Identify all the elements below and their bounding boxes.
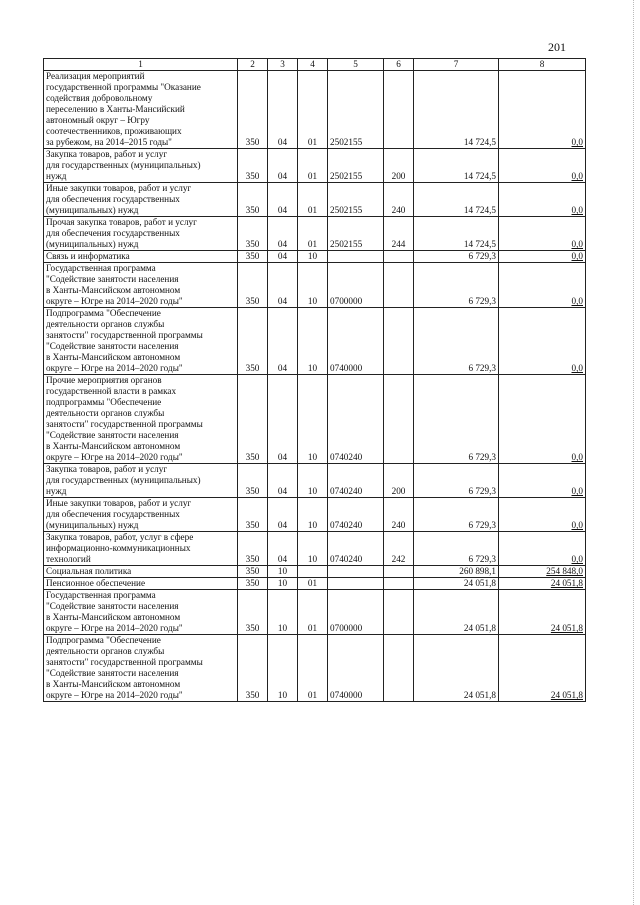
cell-expense-type: 240 — [384, 183, 414, 217]
cell-amount-1: 6 729,3 — [414, 308, 499, 375]
cell-expense-type: 200 — [384, 149, 414, 183]
cell-ministry-code: 350 — [238, 71, 268, 149]
cell-ministry-code: 350 — [238, 498, 268, 532]
cell-subsection: 10 — [298, 308, 328, 375]
header-row — [44, 59, 586, 71]
cell-amount-1: 24 051,8 — [414, 578, 499, 590]
row-name: Иные закупки товаров, работ и услуг для обеспечения государственных (муниципальных) нужд — [44, 498, 238, 532]
page-number: 201 — [548, 40, 566, 54]
cell-amount-1: 24 051,8 — [414, 635, 499, 702]
cell-amount-2: 0,0 — [499, 183, 586, 217]
scan-edge-marks — [629, 0, 634, 905]
cell-target-item: 0740000 — [328, 308, 384, 375]
cell-subsection: 10 — [298, 251, 328, 263]
cell-section: 04 — [268, 149, 298, 183]
header-cell: 4 — [298, 59, 328, 71]
row-name: Пенсионное обеспечение — [44, 578, 238, 590]
cell-amount-2: 0,0 — [499, 217, 586, 251]
row-name: Прочая закупка товаров, работ и услуг для обеспечения государственных (муниципальных) нужд — [44, 217, 238, 251]
cell-section: 04 — [268, 183, 298, 217]
header-cell: 8 — [499, 59, 586, 71]
header-cell: 3 — [268, 59, 298, 71]
header-cell: 5 — [328, 59, 384, 71]
cell-amount-1: 6 729,3 — [414, 498, 499, 532]
table-row — [44, 635, 586, 702]
cell-subsection: 01 — [298, 71, 328, 149]
row-name: Закупка товаров, работ, услуг в сфере информационно-коммуникационных технологий — [44, 532, 238, 566]
cell-section: 10 — [268, 590, 298, 635]
cell-expense-type — [384, 251, 414, 263]
cell-amount-2: 0,0 — [499, 263, 586, 308]
cell-ministry-code: 350 — [238, 464, 268, 498]
cell-amount-1: 260 898,1 — [414, 566, 499, 578]
cell-target-item: 0700000 — [328, 590, 384, 635]
table-body — [44, 71, 586, 702]
cell-subsection: 10 — [298, 498, 328, 532]
table-row — [44, 251, 586, 263]
row-name: Социальная политика — [44, 566, 238, 578]
cell-subsection: 01 — [298, 635, 328, 702]
cell-ministry-code: 350 — [238, 183, 268, 217]
cell-target-item: 2502155 — [328, 217, 384, 251]
table-row — [44, 532, 586, 566]
cell-subsection — [298, 566, 328, 578]
header-cell: 7 — [414, 59, 499, 71]
cell-ministry-code: 350 — [238, 566, 268, 578]
cell-subsection: 10 — [298, 263, 328, 308]
cell-amount-1: 14 724,5 — [414, 217, 499, 251]
cell-ministry-code: 350 — [238, 308, 268, 375]
row-name: Связь и информатика — [44, 251, 238, 263]
cell-section: 04 — [268, 308, 298, 375]
cell-subsection: 01 — [298, 149, 328, 183]
cell-amount-2: 0,0 — [499, 375, 586, 464]
cell-subsection: 01 — [298, 183, 328, 217]
cell-section: 04 — [268, 375, 298, 464]
cell-ministry-code: 350 — [238, 578, 268, 590]
cell-ministry-code: 350 — [238, 251, 268, 263]
cell-expense-type — [384, 375, 414, 464]
table-row — [44, 566, 586, 578]
cell-expense-type: 200 — [384, 464, 414, 498]
cell-expense-type — [384, 71, 414, 149]
cell-amount-2: 254 848,0 — [499, 566, 586, 578]
cell-amount-2: 0,0 — [499, 149, 586, 183]
cell-amount-1: 6 729,3 — [414, 263, 499, 308]
cell-target-item — [328, 566, 384, 578]
cell-target-item — [328, 251, 384, 263]
cell-section: 04 — [268, 498, 298, 532]
cell-expense-type: 242 — [384, 532, 414, 566]
cell-amount-2: 24 051,8 — [499, 578, 586, 590]
row-name: Закупка товаров, работ и услуг для государственных (муниципальных) нужд — [44, 464, 238, 498]
row-name: Реализация мероприятий государственной программы "Оказание содействия добровольному переселению в Ханты-Мансийский автономный округ – Югру соотечественников, проживающих за рубежом, на 2014–2015 годы" — [44, 71, 238, 149]
cell-expense-type — [384, 308, 414, 375]
cell-expense-type: 240 — [384, 498, 414, 532]
cell-subsection: 01 — [298, 217, 328, 251]
row-name: Государственная программа "Содействие занятости населения в Ханты-Мансийском автономном округе – Югре на 2014–2020 годы" — [44, 263, 238, 308]
cell-expense-type — [384, 590, 414, 635]
header-cell: 6 — [384, 59, 414, 71]
cell-amount-2: 0,0 — [499, 498, 586, 532]
table-row — [44, 498, 586, 532]
cell-subsection: 10 — [298, 375, 328, 464]
table-row — [44, 578, 586, 590]
cell-ministry-code: 350 — [238, 532, 268, 566]
cell-amount-1: 6 729,3 — [414, 375, 499, 464]
row-name: Подпрограмма "Обеспечение деятельности органов службы занятости" государственной программы "Содействие занятости населения в Ханты-Мансийском автономном округе – Югре на 2014–2020 годы" — [44, 308, 238, 375]
cell-amount-2: 24 051,8 — [499, 635, 586, 702]
cell-target-item: 2502155 — [328, 183, 384, 217]
cell-target-item: 0740240 — [328, 532, 384, 566]
row-name: Иные закупки товаров, работ и услуг для обеспечения государственных (муниципальных) нужд — [44, 183, 238, 217]
table-row — [44, 590, 586, 635]
cell-expense-type — [384, 635, 414, 702]
cell-subsection: 01 — [298, 578, 328, 590]
cell-section: 10 — [268, 635, 298, 702]
cell-target-item: 0740240 — [328, 498, 384, 532]
table-row — [44, 464, 586, 498]
cell-amount-1: 14 724,5 — [414, 149, 499, 183]
cell-amount-1: 6 729,3 — [414, 464, 499, 498]
row-name: Прочие мероприятия органов государственной власти в рамках подпрограммы "Обеспечение деятельности органов службы занятости" государственной программы "Содействие занятости населения в Ханты-Мансийском автономном округе – Югре на 2014–2020 годы" — [44, 375, 238, 464]
cell-amount-1: 14 724,5 — [414, 183, 499, 217]
cell-amount-2: 24 051,8 — [499, 590, 586, 635]
row-name: Закупка товаров, работ и услуг для государственных (муниципальных) нужд — [44, 149, 238, 183]
row-name: Подпрограмма "Обеспечение деятельности органов службы занятости" государственной программы "Содействие занятости населения в Ханты-Мансийском автономном округе – Югре на 2014–2020 годы" — [44, 635, 238, 702]
budget-table — [43, 58, 586, 702]
cell-amount-2: 0,0 — [499, 464, 586, 498]
cell-section: 04 — [268, 532, 298, 566]
cell-target-item: 2502155 — [328, 149, 384, 183]
cell-amount-1: 6 729,3 — [414, 532, 499, 566]
cell-target-item: 2502155 — [328, 71, 384, 149]
cell-ministry-code: 350 — [238, 590, 268, 635]
cell-section: 10 — [268, 566, 298, 578]
cell-section: 04 — [268, 251, 298, 263]
cell-ministry-code: 350 — [238, 635, 268, 702]
table-row — [44, 308, 586, 375]
table-row — [44, 149, 586, 183]
cell-amount-1: 24 051,8 — [414, 590, 499, 635]
cell-target-item — [328, 578, 384, 590]
cell-section: 04 — [268, 71, 298, 149]
cell-target-item: 0700000 — [328, 263, 384, 308]
cell-section: 04 — [268, 464, 298, 498]
cell-expense-type — [384, 263, 414, 308]
table-row — [44, 183, 586, 217]
header-cell: 2 — [238, 59, 268, 71]
cell-target-item: 0740240 — [328, 375, 384, 464]
table-row — [44, 217, 586, 251]
cell-ministry-code: 350 — [238, 375, 268, 464]
table-row — [44, 263, 586, 308]
cell-subsection: 10 — [298, 464, 328, 498]
row-name: Государственная программа "Содействие занятости населения в Ханты-Мансийском автономном округе – Югре на 2014–2020 годы" — [44, 590, 238, 635]
cell-subsection: 01 — [298, 590, 328, 635]
cell-ministry-code: 350 — [238, 149, 268, 183]
cell-expense-type — [384, 566, 414, 578]
table-row — [44, 71, 586, 149]
cell-target-item: 0740240 — [328, 464, 384, 498]
cell-expense-type — [384, 578, 414, 590]
cell-expense-type: 244 — [384, 217, 414, 251]
cell-amount-1: 6 729,3 — [414, 251, 499, 263]
cell-amount-2: 0,0 — [499, 532, 586, 566]
cell-section: 04 — [268, 263, 298, 308]
cell-ministry-code: 350 — [238, 217, 268, 251]
cell-amount-2: 0,0 — [499, 308, 586, 375]
cell-amount-1: 14 724,5 — [414, 71, 499, 149]
table-row — [44, 375, 586, 464]
cell-amount-2: 0,0 — [499, 251, 586, 263]
cell-amount-2: 0,0 — [499, 71, 586, 149]
header-cell: 1 — [44, 59, 238, 71]
cell-target-item: 0740000 — [328, 635, 384, 702]
cell-section: 04 — [268, 217, 298, 251]
cell-ministry-code: 350 — [238, 263, 268, 308]
cell-subsection: 10 — [298, 532, 328, 566]
cell-section: 10 — [268, 578, 298, 590]
